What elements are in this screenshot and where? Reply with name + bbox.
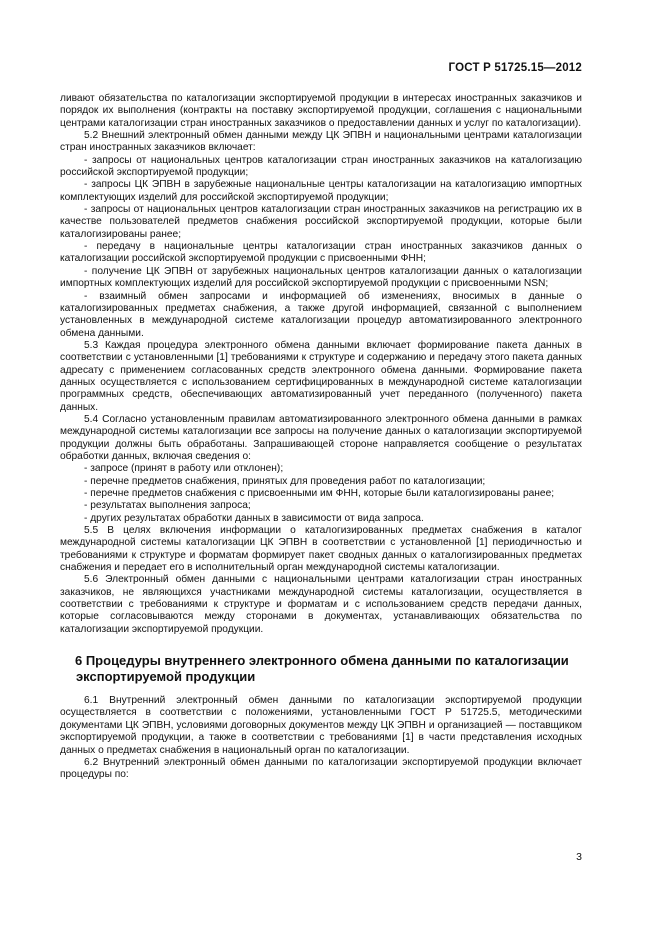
page-number: 3 (576, 851, 582, 863)
clause-6-1: 6.1 Внутренний электронный обмен данными по каталогизации экспортируемой продукции осуществляется в соответствии с положениями, установленными ГОСТ Р 51725.5, методическими документами ЦК ЭПВН, условиями договорных документов между ЦК ЭПВН и организацией — поставщиком экспортируемой продукции, а также в соответствии с требованиями [1] в части представления исходных данных о предметах снабжения в национальный орган по каталогизации. (60, 695, 582, 756)
list-item: - запросы от национальных центров каталогизации стран иностранных заказчиков на каталогизацию российской экспортируемой продукции; (60, 154, 582, 179)
list-item: - перечне предметов снабжения с присвоенными им ФНН, которые были каталогизированы ранее; (84, 488, 555, 499)
list-item: - запросы от национальных центров каталогизации стран иностранных заказчиков на регистрацию их в качестве пользователей предметов снабжения российской экспортируемой продукции, которые были каталогизированы ранее; (60, 204, 582, 240)
clause-6-2: 6.2 Внутренний электронный обмен данными по каталогизации экспортируемой продукции включает процедуры по: (60, 756, 582, 781)
list-item: - взаимный обмен запросами и информацией об изменениях, вносимых в данные о каталогизированных предметах снабжения, а также другой информацией, связанной с выполнением установленных в международной системе каталогизации процедур автоматизированного электронного обмена данными. (60, 290, 582, 339)
section-title: 6 Процедуры внутреннего электронного обмена данными по каталогизации экспортируемой продукции (75, 653, 569, 685)
clause-5-2: 5.2 Внешний электронный обмен данными между ЦК ЭПВН и национальными центрами каталогизации стран иностранных заказчиков включает: (60, 130, 582, 154)
document-body (60, 93, 582, 782)
document-header: ГОСТ Р 51725.15—2012 (448, 62, 582, 74)
list-item: - других результатах обработки данных в зависимости от вида запроса. (84, 512, 424, 524)
clause-5-3: 5.3 Каждая процедура электронного обмена данными включает формирование пакета данных в соответствии с установленными [1] требованиями к структуре и содержанию и передачу этого пакета данных адресату с применением согласованных средств электронного обмена данными. Формирование пакета данных осуществляется с использованием сертифицированных в международной системе каталогизации программных средств, обеспечивающих автоматизированный учет переданного (полученного) пакета данных. (60, 339, 582, 413)
paragraph: ливают обязательства по каталогизации экспортируемой продукции в интересах иностранных заказчиков и порядок их выполнения (контракты на поставку экспортируемой продукции, соглашения с национальными центрами каталогизации стран иностранных заказчиков о предоставлении данных и услуг по каталогизации). (60, 93, 582, 129)
list-item: - результатах выполнения запроса; (84, 500, 251, 512)
list-item: - получение ЦК ЭПВН от зарубежных национальных центров каталогизации данных о каталогизации импортных комплектующих изделий для российской экспортируемой продукции с присвоенными NSN; (60, 265, 582, 290)
list-item: - запросы ЦК ЭПВН в зарубежные национальные центры каталогизации на каталогизацию импортных комплектующих изделий для российской экспортируемой продукции; (60, 179, 582, 203)
clause-5-6: 5.6 Электронный обмен данными с национальными центрами каталогизации стран иностранных заказчиков, не являющихся участниками международной системы каталогизации, осуществляется в соответствии с требованиями к структуре и форматам и с использованием средств передачи данных, которые согласовываются между сторонами в документах, устанавливающих обязательства по каталогизации экспортируемой продукции. (60, 574, 582, 635)
clause-5-5: 5.5 В целях включения информации о каталогизированных предметах снабжения в каталог международной системы каталогизации ЦК ЭПВН в соответствии с установленной [1] периодичностью и требованиями к структуре и форматам формирует пакет сводных данных о каталогизированных предметах снабжения и передает его в исполнительный орган международной системы каталогизации. (60, 525, 582, 574)
list-item: - передачу в национальные центры каталогизации стран иностранных заказчиков данных о каталогизации российской экспортируемой продукции с присвоенными ФНН; (60, 241, 582, 265)
list-item: - запросе (принят в работу или отклонен); (84, 463, 284, 475)
clause-5-4: 5.4 Согласно установленным правилам автоматизированного электронного обмена данными в рамках международной системы каталогизации все запросы на получение данных о каталогизации экспортируемой продукции должны быть обработаны. Запрашивающей стороне направляется сообщение о результатах обработки данных, включая сведения о: (60, 413, 582, 462)
list-item: - перечне предметов снабжения, принятых для проведения работ по каталогизации; (84, 475, 486, 487)
